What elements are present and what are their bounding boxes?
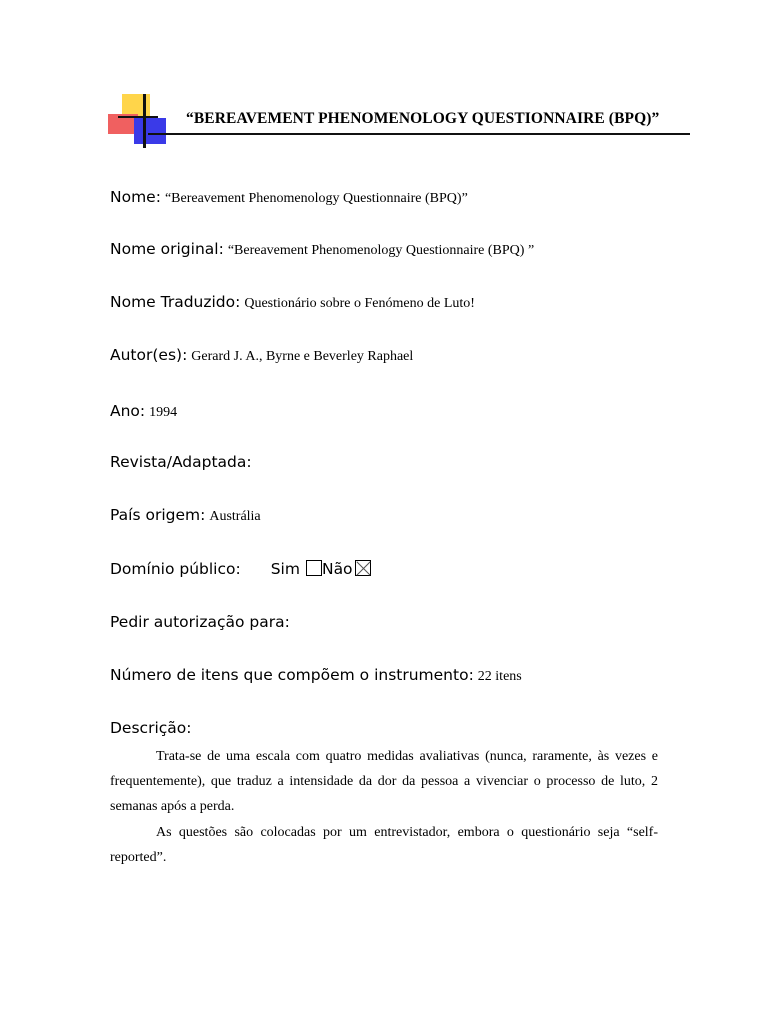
field-dominio-publico [110, 560, 371, 579]
nao-label: Não [321, 560, 353, 578]
field-label: Autor(es): [110, 346, 188, 364]
field-label: Descrição: [110, 719, 192, 737]
field-value: Gerard J. A., Byrne e Beverley Raphael [191, 349, 414, 364]
field-ano [110, 402, 177, 421]
description-paragraph: Trata-se de uma escala com quatro medidas avaliativas (nunca, raramente, às vezes e frequentemente), que traduz a intensidade da dor da pessoa a vivenciar o processo de luto, 2 semanas após a perda. [110, 749, 658, 814]
field-label: País origem: [110, 506, 206, 524]
description-paragraph: As questões são colocadas por um entrevistador, embora o questionário seja “self-reported”. [110, 825, 658, 865]
field-value: “Bereavement Phenomenology Questionnaire (BPQ) ” [227, 243, 535, 258]
field-value: Questionário sobre o Fenómeno de Luto! [244, 296, 475, 311]
field-label: Pedir autorização para: [110, 613, 290, 631]
nao-checkbox[interactable] [355, 560, 371, 576]
field-pais [110, 506, 261, 525]
field-value: 22 itens [477, 669, 522, 684]
field-label: Revista/Adaptada: [110, 453, 252, 471]
field-label: Número de itens que compõem o instrumento: [110, 666, 474, 684]
field-value: Austrália [209, 509, 261, 524]
logo-icon [108, 94, 170, 148]
field-label: Nome: [110, 188, 161, 206]
field-label: Nome Traduzido: [110, 293, 241, 311]
field-label: Ano: [110, 402, 146, 420]
field-label: Nome original: [110, 240, 224, 258]
field-nome-original [110, 240, 534, 259]
field-revista [110, 453, 252, 472]
field-nome [110, 188, 468, 207]
field-nome-traduzido [110, 293, 475, 312]
field-value: 1994 [149, 405, 178, 420]
field-value: “Bereavement Phenomenology Questionnaire (BPQ)” [164, 191, 468, 206]
header-divider [148, 133, 690, 135]
document-title: “BEREAVEMENT PHENOMENOLOGY QUESTIONNAIRE (BPQ)” [186, 110, 660, 127]
field-autorizacao [110, 613, 290, 632]
sim-checkbox[interactable] [306, 560, 322, 576]
field-descricao [110, 719, 191, 738]
sim-label: Sim [270, 560, 300, 578]
field-label: Domínio público: [110, 560, 241, 578]
field-itens [110, 666, 522, 685]
field-autores [110, 346, 413, 365]
